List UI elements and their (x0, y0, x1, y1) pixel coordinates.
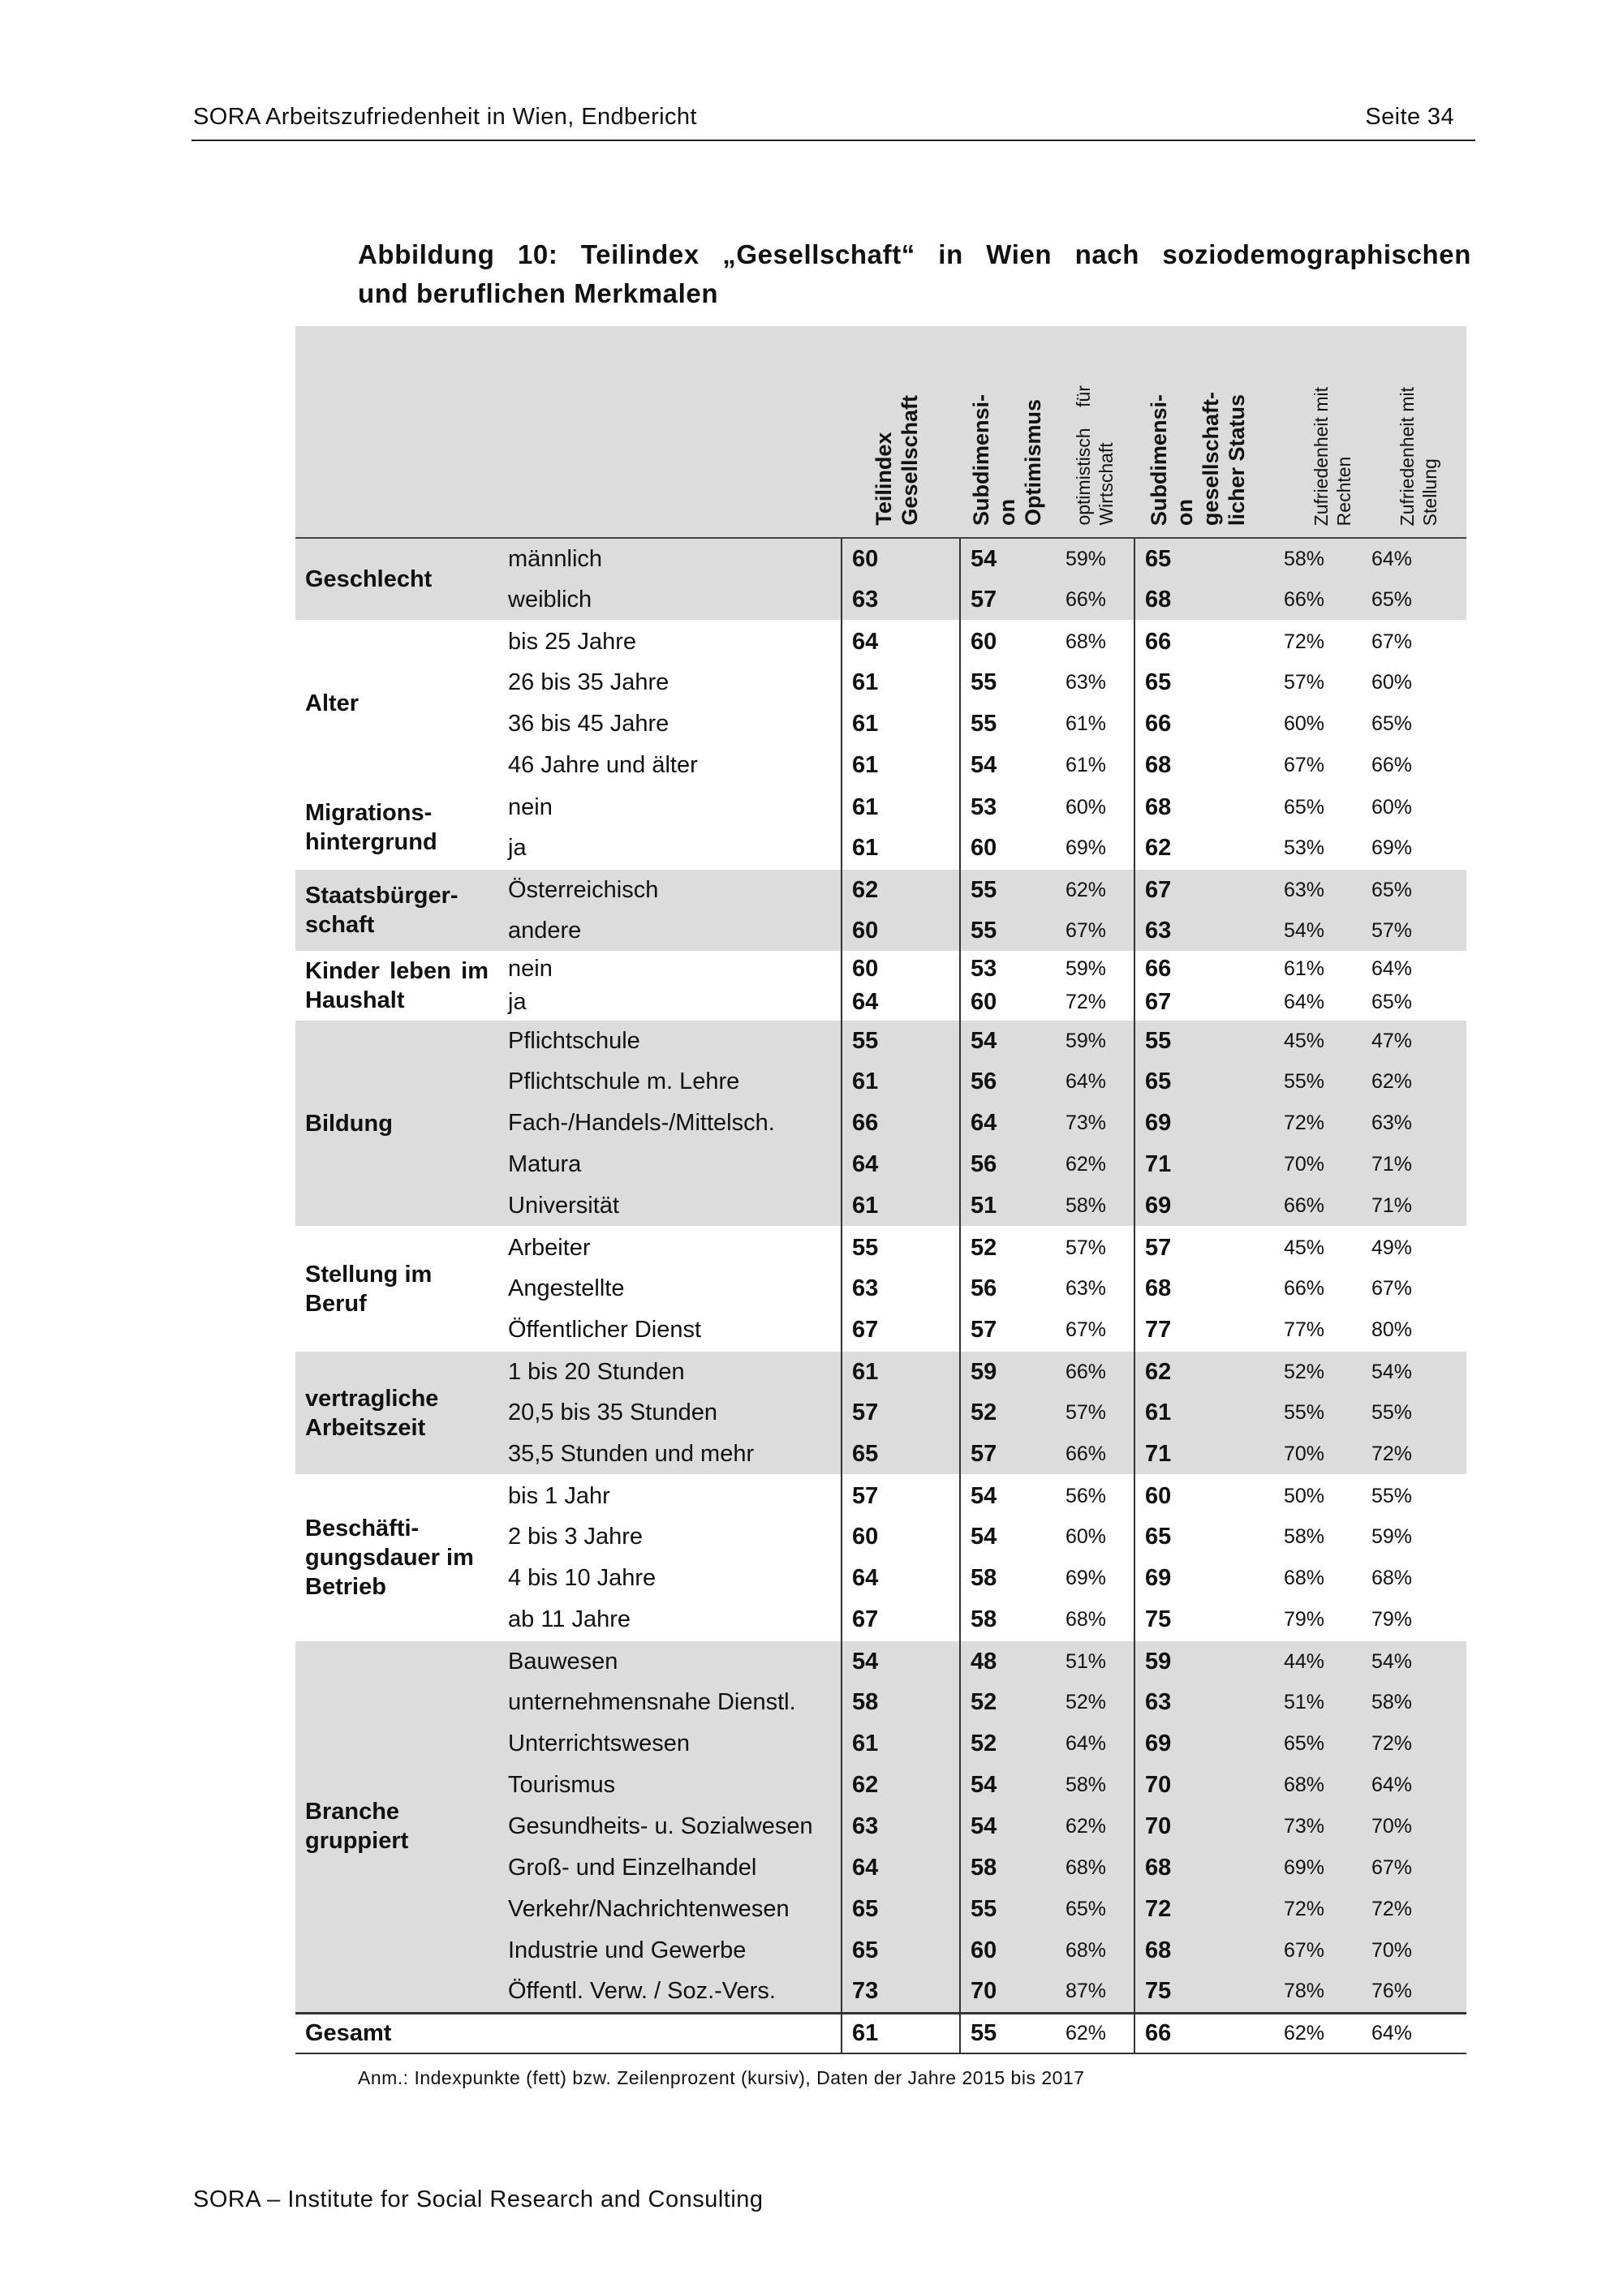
percent-value-cell: 87% (1057, 1971, 1134, 2013)
index-value-cell: 64 (842, 986, 960, 1020)
index-value-cell: 64 (960, 1103, 1057, 1144)
index-value-cell: 65 (1134, 1516, 1276, 1558)
row-label: Tourismus (493, 1765, 842, 1806)
percent-value-cell: 56% (1057, 1475, 1134, 1516)
percent-value-cell: 78% (1276, 1971, 1363, 2013)
percent-value-cell: 64% (1363, 952, 1466, 986)
percent-value-cell: 65% (1363, 986, 1466, 1020)
percent-value-cell: 68% (1276, 1765, 1363, 1806)
index-value-cell: 55 (960, 662, 1057, 703)
index-value-cell: 61 (842, 2013, 960, 2053)
percent-value-cell: 67% (1057, 910, 1134, 952)
index-value-cell: 64 (842, 1558, 960, 1599)
percent-value-cell: 72% (1363, 1889, 1466, 1930)
index-value-cell: 57 (960, 1309, 1057, 1351)
index-value-cell: 67 (1134, 986, 1276, 1020)
row-label: nein (493, 786, 842, 828)
index-value-cell: 64 (842, 621, 960, 662)
index-value-cell: 60 (1134, 1475, 1276, 1516)
index-value-cell: 61 (842, 1061, 960, 1103)
percent-value-cell: 58% (1057, 1765, 1134, 1806)
percent-value-cell: 55% (1363, 1475, 1466, 1516)
index-value-cell: 55 (960, 910, 1057, 952)
group-label: Bildung (295, 1020, 493, 1227)
group-label: Branche gruppiert (295, 1640, 493, 2013)
percent-value-cell: 59% (1057, 538, 1134, 579)
index-value-cell: 60 (842, 538, 960, 579)
percent-value-cell: 62% (1057, 869, 1134, 910)
percent-value-cell: 61% (1057, 703, 1134, 745)
index-value-cell: 54 (960, 1475, 1057, 1516)
row-label: Unterrichtswesen (493, 1723, 842, 1765)
index-value-cell: 66 (1134, 2013, 1276, 2053)
row-label: bis 25 Jahre (493, 621, 842, 662)
table-row (295, 786, 1466, 828)
percent-value-cell: 52% (1276, 1351, 1363, 1392)
percent-value-cell: 57% (1057, 1227, 1134, 1268)
percent-value-cell: 59% (1057, 952, 1134, 986)
percent-value-cell: 54% (1363, 1640, 1466, 1682)
index-value-cell: 53 (960, 786, 1057, 828)
percent-value-cell: 61% (1276, 952, 1363, 986)
index-value-cell: 65 (1134, 662, 1276, 703)
index-value-cell: 65 (1134, 1061, 1276, 1103)
index-value-cell: 63 (842, 1806, 960, 1847)
index-value-cell: 68 (1134, 1268, 1276, 1309)
index-value-cell: 69 (1134, 1185, 1276, 1227)
index-value-cell: 59 (1134, 1640, 1276, 1682)
percent-value-cell: 55% (1276, 1392, 1363, 1434)
percent-value-cell: 67% (1363, 621, 1466, 662)
index-value-cell: 63 (842, 1268, 960, 1309)
table-row (295, 1020, 1466, 1061)
index-value-cell: 63 (1134, 1682, 1276, 1723)
percent-value-cell: 70% (1363, 1806, 1466, 1847)
index-value-cell: 65 (842, 1434, 960, 1475)
percent-value-cell: 65% (1276, 786, 1363, 828)
col-header-teilindex: Teilindex Gesellschaft (842, 326, 960, 538)
index-value-cell: 62 (842, 1765, 960, 1806)
percent-value-cell: 45% (1276, 1227, 1363, 1268)
percent-value-cell: 68% (1363, 1558, 1466, 1599)
row-label: 36 bis 45 Jahre (493, 703, 842, 745)
index-value-cell: 68 (1134, 1847, 1276, 1889)
percent-value-cell: 66% (1363, 745, 1466, 786)
table-row (295, 869, 1466, 910)
row-label: Bauwesen (493, 1640, 842, 1682)
row-label: Verkehr/Nachrichtenwesen (493, 1889, 842, 1930)
percent-value-cell: 62% (1057, 1806, 1134, 1847)
index-value-cell: 71 (1134, 1144, 1276, 1185)
index-value-cell: 63 (842, 579, 960, 621)
index-value-cell: 68 (1134, 579, 1276, 621)
percent-value-cell: 68% (1057, 1847, 1134, 1889)
percent-value-cell: 68% (1057, 621, 1134, 662)
percent-value-cell: 64% (1057, 1061, 1134, 1103)
index-value-cell: 67 (842, 1599, 960, 1640)
index-value-cell: 58 (842, 1682, 960, 1723)
percent-value-cell: 68% (1057, 1930, 1134, 1971)
index-value-cell: 61 (842, 828, 960, 869)
index-value-cell: 54 (960, 1806, 1057, 1847)
total-label: Gesamt (295, 2013, 842, 2053)
index-value-cell: 61 (842, 1723, 960, 1765)
index-value-cell: 62 (842, 869, 960, 910)
index-value-cell: 55 (960, 2013, 1057, 2053)
percent-value-cell: 54% (1276, 910, 1363, 952)
percent-value-cell: 57% (1057, 1392, 1134, 1434)
table-row (295, 1227, 1466, 1268)
index-value-cell: 54 (960, 538, 1057, 579)
index-value-cell: 55 (1134, 1020, 1276, 1061)
percent-value-cell: 64% (1363, 2013, 1466, 2053)
index-value-cell: 67 (1134, 869, 1276, 910)
group-label: Staatsbürger- schaft (295, 869, 493, 952)
col-header-status: Subdimensi- on gesellschaft- licher Status (1134, 326, 1276, 538)
index-value-cell: 63 (1134, 910, 1276, 952)
row-label: Pflichtschule (493, 1020, 842, 1061)
index-value-cell: 69 (1134, 1558, 1276, 1599)
table-row (295, 952, 1466, 986)
group-label: Geschlecht (295, 538, 493, 621)
index-value-cell: 66 (842, 1103, 960, 1144)
percent-value-cell: 52% (1057, 1682, 1134, 1723)
percent-value-cell: 66% (1057, 1434, 1134, 1475)
index-value-cell: 61 (842, 703, 960, 745)
row-label: weiblich (493, 579, 842, 621)
row-label: 1 bis 20 Stunden (493, 1351, 842, 1392)
percent-value-cell: 72% (1057, 986, 1134, 1020)
index-value-cell: 60 (960, 828, 1057, 869)
index-value-cell: 61 (842, 786, 960, 828)
index-value-cell: 60 (960, 621, 1057, 662)
index-value-cell: 54 (960, 1020, 1057, 1061)
percent-value-cell: 58% (1276, 1516, 1363, 1558)
running-header-title: SORA Arbeitszufriedenheit in Wien, Endbericht (193, 104, 697, 130)
percent-value-cell: 62% (1057, 1144, 1134, 1185)
percent-value-cell: 70% (1276, 1434, 1363, 1475)
percent-value-cell: 79% (1276, 1599, 1363, 1640)
group-label: Kinder leben im Haushalt (295, 952, 493, 1020)
percent-value-cell: 60% (1363, 786, 1466, 828)
index-value-cell: 52 (960, 1682, 1057, 1723)
percent-value-cell: 50% (1276, 1475, 1363, 1516)
index-value-cell: 57 (1134, 1227, 1276, 1268)
caption-line-2: und beruflichen Merkmalen (358, 278, 719, 308)
index-value-cell: 57 (960, 1434, 1057, 1475)
percent-value-cell: 62% (1276, 2013, 1363, 2053)
index-value-cell: 54 (960, 1516, 1057, 1558)
data-table (295, 326, 1466, 2054)
row-label: bis 1 Jahr (493, 1475, 842, 1516)
percent-value-cell: 72% (1276, 1103, 1363, 1144)
index-value-cell: 62 (1134, 828, 1276, 869)
index-value-cell: 56 (960, 1144, 1057, 1185)
col-header-wirtschaft: optimistisch für Wirtschaft (1057, 326, 1134, 538)
percent-value-cell: 63% (1057, 662, 1134, 703)
index-value-cell: 56 (960, 1268, 1057, 1309)
row-label: 4 bis 10 Jahre (493, 1558, 842, 1599)
row-label: männlich (493, 538, 842, 579)
row-label: ab 11 Jahre (493, 1599, 842, 1640)
group-label: Stellung im Beruf (295, 1227, 493, 1351)
row-label: 26 bis 35 Jahre (493, 662, 842, 703)
percent-value-cell: 54% (1363, 1351, 1466, 1392)
percent-value-cell: 64% (1363, 1765, 1466, 1806)
percent-value-cell: 77% (1276, 1309, 1363, 1351)
percent-value-cell: 63% (1276, 869, 1363, 910)
index-value-cell: 59 (960, 1351, 1057, 1392)
index-value-cell: 69 (1134, 1723, 1276, 1765)
percent-value-cell: 69% (1057, 1558, 1134, 1599)
index-value-cell: 56 (960, 1061, 1057, 1103)
percent-value-cell: 72% (1276, 621, 1363, 662)
row-label: 2 bis 3 Jahre (493, 1516, 842, 1558)
percent-value-cell: 65% (1363, 703, 1466, 745)
row-label: Öffentlicher Dienst (493, 1309, 842, 1351)
table-row (295, 1640, 1466, 1682)
percent-value-cell: 76% (1363, 1971, 1466, 2013)
percent-value-cell: 69% (1276, 1847, 1363, 1889)
index-value-cell: 58 (960, 1599, 1057, 1640)
row-label: Groß- und Einzelhandel (493, 1847, 842, 1889)
index-value-cell: 75 (1134, 1599, 1276, 1640)
index-value-cell: 58 (960, 1558, 1057, 1599)
index-value-cell: 66 (1134, 952, 1276, 986)
index-value-cell: 66 (1134, 621, 1276, 662)
row-label: Matura (493, 1144, 842, 1185)
percent-value-cell: 59% (1363, 1516, 1466, 1558)
index-value-cell: 60 (960, 1930, 1057, 1971)
index-value-cell: 57 (960, 579, 1057, 621)
index-value-cell: 77 (1134, 1309, 1276, 1351)
percent-value-cell: 73% (1057, 1103, 1134, 1144)
row-label: 35,5 Stunden und mehr (493, 1434, 842, 1475)
page-footer: SORA – Institute for Social Research and Consulting (193, 2186, 764, 2212)
percent-value-cell: 68% (1276, 1558, 1363, 1599)
row-label: Angestellte (493, 1268, 842, 1309)
row-label: unternehmensnahe Dienstl. (493, 1682, 842, 1723)
index-value-cell: 65 (842, 1930, 960, 1971)
percent-value-cell: 63% (1057, 1268, 1134, 1309)
page-number: Seite 34 (1365, 104, 1454, 130)
row-label: Österreichisch (493, 869, 842, 910)
percent-value-cell: 73% (1276, 1806, 1363, 1847)
percent-value-cell: 66% (1057, 579, 1134, 621)
index-value-cell: 72 (1134, 1889, 1276, 1930)
index-value-cell: 67 (842, 1309, 960, 1351)
group-label: Beschäfti- gungsdauer im Betrieb (295, 1475, 493, 1640)
percent-value-cell: 60% (1276, 703, 1363, 745)
index-value-cell: 61 (1134, 1392, 1276, 1434)
percent-value-cell: 70% (1276, 1144, 1363, 1185)
percent-value-cell: 72% (1363, 1723, 1466, 1765)
index-value-cell: 58 (960, 1847, 1057, 1889)
table-row (295, 538, 1466, 579)
percent-value-cell: 47% (1363, 1020, 1466, 1061)
index-value-cell: 71 (1134, 1434, 1276, 1475)
index-value-cell: 65 (842, 1889, 960, 1930)
index-value-cell: 64 (842, 1144, 960, 1185)
index-value-cell: 55 (960, 1889, 1057, 1930)
percent-value-cell: 67% (1057, 1309, 1134, 1351)
table-note: Anm.: Indexpunkte (fett) bzw. Zeilenprozent (kursiv), Daten der Jahre 2015 bis 2017 (358, 2067, 1085, 2088)
percent-value-cell: 62% (1363, 1061, 1466, 1103)
group-label: vertragliche Arbeitszeit (295, 1351, 493, 1475)
header-rule (192, 140, 1475, 141)
row-label: 46 Jahre und älter (493, 745, 842, 786)
figure-caption (358, 235, 1471, 313)
index-value-cell: 52 (960, 1723, 1057, 1765)
col-header-rechten: Zufriedenheit mit Rechten (1276, 326, 1363, 538)
percent-value-cell: 66% (1276, 1268, 1363, 1309)
index-value-cell: 60 (842, 910, 960, 952)
percent-value-cell: 66% (1057, 1351, 1134, 1392)
index-value-cell: 61 (842, 1185, 960, 1227)
index-value-cell: 68 (1134, 786, 1276, 828)
percent-value-cell: 80% (1363, 1309, 1466, 1351)
percent-value-cell: 69% (1057, 828, 1134, 869)
row-label: Arbeiter (493, 1227, 842, 1268)
percent-value-cell: 71% (1363, 1144, 1466, 1185)
percent-value-cell: 67% (1276, 745, 1363, 786)
percent-value-cell: 64% (1057, 1723, 1134, 1765)
percent-value-cell: 51% (1276, 1682, 1363, 1723)
percent-value-cell: 67% (1363, 1847, 1466, 1889)
index-value-cell: 73 (842, 1971, 960, 2013)
row-label: Öffentl. Verw. / Soz.-Vers. (493, 1971, 842, 2013)
percent-value-cell: 51% (1057, 1640, 1134, 1682)
row-label: Fach-/Handels-/Mittelsch. (493, 1103, 842, 1144)
percent-value-cell: 57% (1363, 910, 1466, 952)
index-value-cell: 51 (960, 1185, 1057, 1227)
percent-value-cell: 60% (1363, 662, 1466, 703)
index-value-cell: 62 (1134, 1351, 1276, 1392)
percent-value-cell: 55% (1363, 1392, 1466, 1434)
percent-value-cell: 66% (1276, 1185, 1363, 1227)
table-header-row (295, 326, 1466, 538)
percent-value-cell: 68% (1057, 1599, 1134, 1640)
index-value-cell: 53 (960, 952, 1057, 986)
col-header-stellung: Zufriedenheit mit Stellung (1363, 326, 1466, 538)
percent-value-cell: 58% (1057, 1185, 1134, 1227)
row-label: Industrie und Gewerbe (493, 1930, 842, 1971)
table-row (295, 1351, 1466, 1392)
percent-value-cell: 66% (1276, 579, 1363, 621)
percent-value-cell: 65% (1363, 869, 1466, 910)
index-value-cell: 64 (842, 1847, 960, 1889)
percent-value-cell: 57% (1276, 662, 1363, 703)
index-value-cell: 55 (842, 1020, 960, 1061)
table-row (295, 621, 1466, 662)
index-value-cell: 70 (1134, 1765, 1276, 1806)
percent-value-cell: 72% (1276, 1889, 1363, 1930)
percent-value-cell: 55% (1276, 1061, 1363, 1103)
index-value-cell: 52 (960, 1227, 1057, 1268)
percent-value-cell: 64% (1276, 986, 1363, 1020)
row-label: andere (493, 910, 842, 952)
row-label: Universität (493, 1185, 842, 1227)
index-value-cell: 61 (842, 662, 960, 703)
col-header-optimismus: Subdimensi- on Optimismus (960, 326, 1057, 538)
percent-value-cell: 58% (1363, 1682, 1466, 1723)
index-value-cell: 55 (960, 869, 1057, 910)
index-value-cell: 60 (960, 986, 1057, 1020)
row-label: Pflichtschule m. Lehre (493, 1061, 842, 1103)
index-value-cell: 54 (960, 1765, 1057, 1806)
percent-value-cell: 65% (1363, 579, 1466, 621)
row-label: nein (493, 952, 842, 986)
index-value-cell: 65 (1134, 538, 1276, 579)
index-value-cell: 55 (960, 703, 1057, 745)
index-value-cell: 68 (1134, 745, 1276, 786)
percent-value-cell: 69% (1363, 828, 1466, 869)
index-value-cell: 55 (842, 1227, 960, 1268)
index-value-cell: 61 (842, 1351, 960, 1392)
index-value-cell: 48 (960, 1640, 1057, 1682)
index-value-cell: 54 (960, 745, 1057, 786)
index-value-cell: 66 (1134, 703, 1276, 745)
index-value-cell: 61 (842, 745, 960, 786)
index-value-cell: 52 (960, 1392, 1057, 1434)
percent-value-cell: 67% (1276, 1930, 1363, 1971)
row-label: ja (493, 986, 842, 1020)
index-value-cell: 70 (960, 1971, 1057, 2013)
index-value-cell: 68 (1134, 1930, 1276, 1971)
percent-value-cell: 53% (1276, 828, 1363, 869)
percent-value-cell: 63% (1363, 1103, 1466, 1144)
percent-value-cell: 65% (1057, 1889, 1134, 1930)
percent-value-cell: 71% (1363, 1185, 1466, 1227)
percent-value-cell: 44% (1276, 1640, 1363, 1682)
percent-value-cell: 60% (1057, 1516, 1134, 1558)
percent-value-cell: 45% (1276, 1020, 1363, 1061)
index-value-cell: 75 (1134, 1971, 1276, 2013)
caption-line-1: Abbildung 10: Teilindex „Gesellschaft“ in Wien nach soziodemographischen (358, 239, 1471, 269)
percent-value-cell: 59% (1057, 1020, 1134, 1061)
index-value-cell: 69 (1134, 1103, 1276, 1144)
percent-value-cell: 70% (1363, 1930, 1466, 1971)
percent-value-cell: 62% (1057, 2013, 1134, 2053)
percent-value-cell: 67% (1363, 1268, 1466, 1309)
percent-value-cell: 65% (1276, 1723, 1363, 1765)
group-label: Migrations- hintergrund (295, 786, 493, 869)
total-row (295, 2013, 1466, 2053)
row-label: ja (493, 828, 842, 869)
row-label: 20,5 bis 35 Stunden (493, 1392, 842, 1434)
index-value-cell: 57 (842, 1475, 960, 1516)
percent-value-cell: 64% (1363, 538, 1466, 579)
percent-value-cell: 72% (1363, 1434, 1466, 1475)
percent-value-cell: 60% (1057, 786, 1134, 828)
percent-value-cell: 58% (1276, 538, 1363, 579)
row-label: Gesundheits- u. Sozialwesen (493, 1806, 842, 1847)
percent-value-cell: 49% (1363, 1227, 1466, 1268)
group-label: Alter (295, 621, 493, 786)
index-value-cell: 60 (842, 952, 960, 986)
percent-value-cell: 61% (1057, 745, 1134, 786)
index-value-cell: 54 (842, 1640, 960, 1682)
table-row (295, 1475, 1466, 1516)
index-value-cell: 60 (842, 1516, 960, 1558)
index-value-cell: 57 (842, 1392, 960, 1434)
percent-value-cell: 79% (1363, 1599, 1466, 1640)
index-value-cell: 70 (1134, 1806, 1276, 1847)
